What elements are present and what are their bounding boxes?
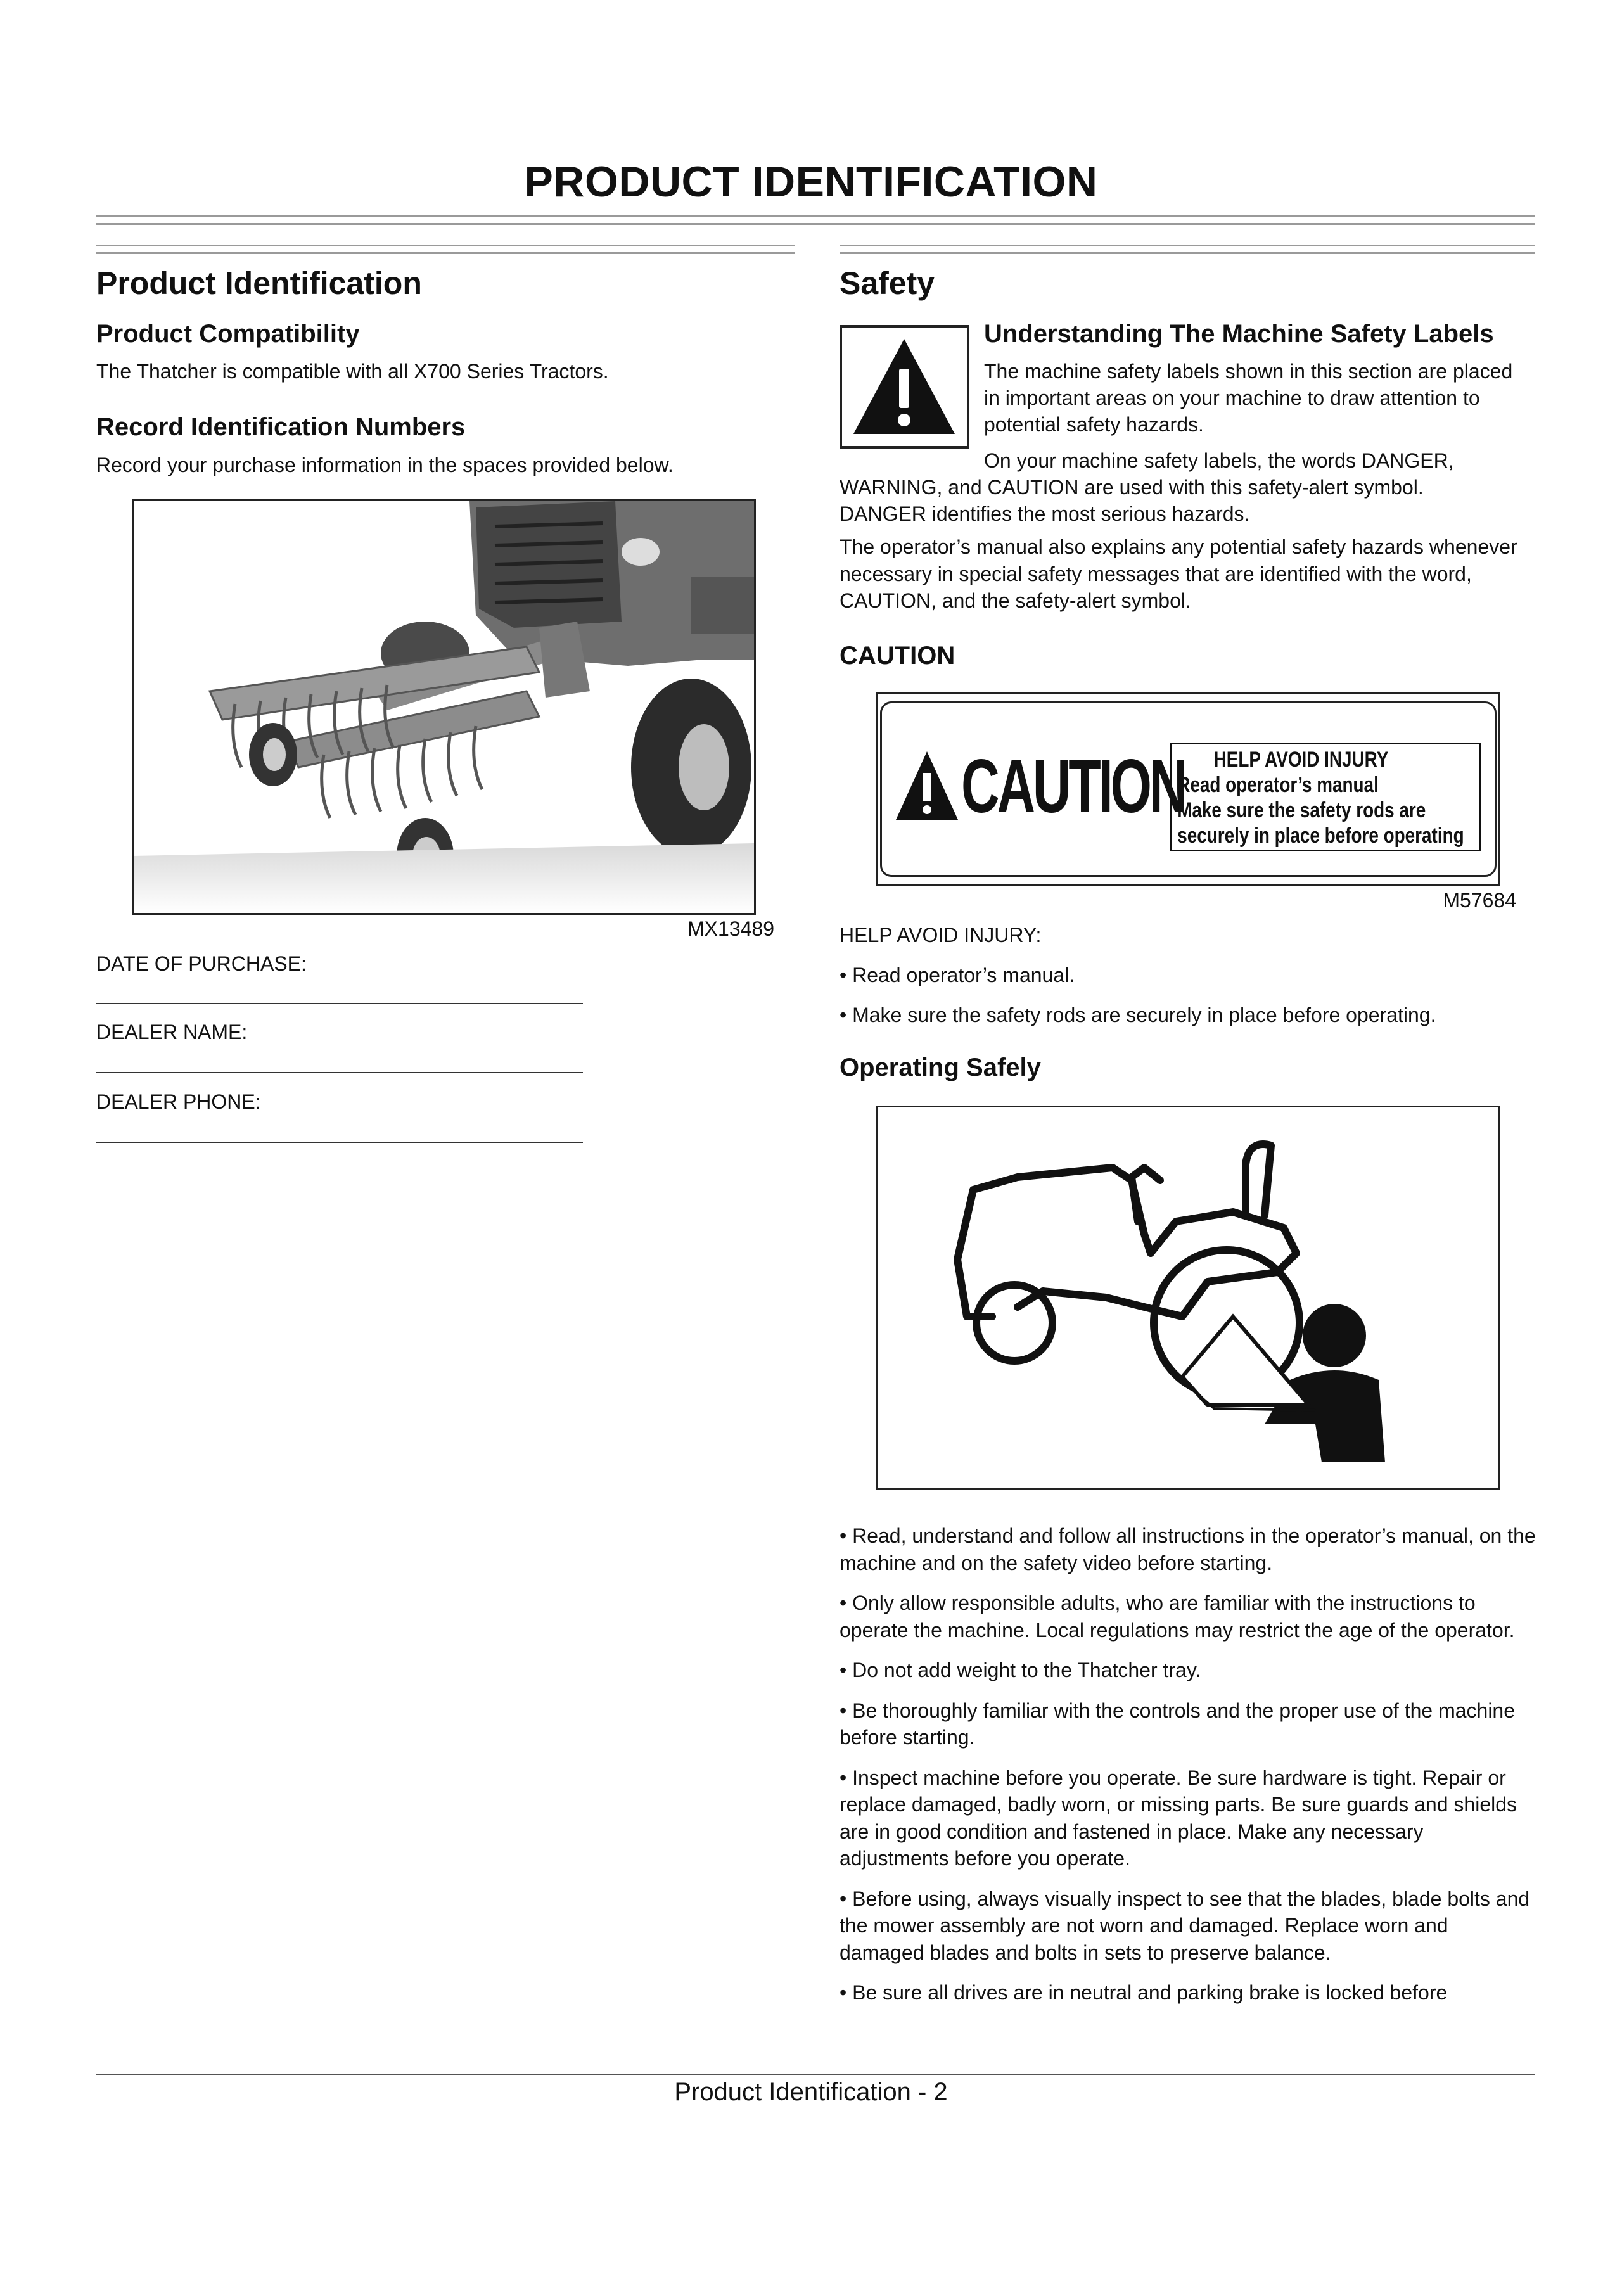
list-item: • Be thoroughly familiar with the controls and the proper use of the machine before starting. xyxy=(840,1699,1516,1749)
caution-triangle-icon xyxy=(893,749,961,824)
record-text: Record your purchase information in the spaces provided below. xyxy=(96,454,674,476)
section-title-product-identification: Product Identification xyxy=(96,265,422,301)
date-of-purchase-line[interactable] xyxy=(96,1003,583,1004)
heading-caution: CAUTION xyxy=(840,642,955,670)
caution-label-figure xyxy=(876,692,1500,886)
dealer-name-line[interactable] xyxy=(96,1072,583,1073)
list-item: • Only allow responsible adults, who are familiar with the instructions to operate the machine. Local regulations may restrict the age of the operator. xyxy=(840,1591,1515,1642)
labels-para-1-line-1: The machine safety labels shown in this section are placed xyxy=(984,360,1513,383)
photo-figure-id: MX13489 xyxy=(687,917,774,940)
dealer-name-label: DEALER NAME: xyxy=(96,1021,248,1043)
list-item: • Do not add weight to the Thatcher tray. xyxy=(840,1659,1201,1681)
dealer-phone-line[interactable] xyxy=(96,1142,583,1143)
operating-safely-figure xyxy=(876,1106,1500,1490)
operating-safely-bullets xyxy=(840,1522,1536,2020)
caution-line-4: securely in place before operating xyxy=(1177,824,1464,848)
list-item: • Before using, always visually inspect to see that the blades, blade bolts and the mower assembly are not worn and damaged. Replace worn and damaged blades and bolts in sets to preserve balance. xyxy=(840,1887,1530,1964)
help-item-2: • Make sure the safety rods are securely in place before operating. xyxy=(840,1004,1436,1026)
heading-product-compatibility: Product Compatibility xyxy=(96,320,360,348)
safety-alert-symbol-box xyxy=(840,325,969,449)
page-footer: Product Identification - 2 xyxy=(674,2078,948,2106)
left-column-rule xyxy=(96,245,795,246)
caution-line-2: Read operator’s manual xyxy=(1177,773,1379,797)
help-item-1: • Read operator’s manual. xyxy=(840,964,1075,986)
labels-para-2-line-2: WARNING, and CAUTION are used with this safety-alert symbol. xyxy=(840,476,1424,499)
caution-line-3: Make sure the safety rods are xyxy=(1177,798,1426,822)
section-title-safety: Safety xyxy=(840,265,935,301)
list-item: • Be sure all drives are in neutral and parking brake is locked before xyxy=(840,1981,1448,2004)
thatcher-photo-figure xyxy=(132,499,756,915)
operator-reading-manual-illustration xyxy=(878,1107,1498,1488)
date-of-purchase-label: DATE OF PURCHASE: xyxy=(96,952,307,975)
heading-operating-safely: Operating Safely xyxy=(840,1054,1041,1081)
list-item: • Read, understand and follow all instructions in the operator’s manual, on the machine and on the safety video before starting. xyxy=(840,1524,1536,1574)
help-avoid-injury-title: HELP AVOID INJURY: xyxy=(840,924,1042,947)
compat-text: The Thatcher is compatible with all X700 Series Tractors. xyxy=(96,360,609,383)
caution-word: CAUTION xyxy=(961,744,1185,829)
left-column-rule-2 xyxy=(96,252,795,254)
caution-figure-id: M57684 xyxy=(1443,889,1516,912)
title-rule-bottom xyxy=(96,223,1535,225)
right-column-rule xyxy=(840,245,1535,246)
footer-rule xyxy=(96,2074,1535,2075)
thatcher-on-tractor-illustration xyxy=(134,501,754,913)
labels-para-1-line-3: potential safety hazards. xyxy=(984,413,1204,436)
page-title: PRODUCT IDENTIFICATION xyxy=(524,158,1098,206)
right-column-rule-2 xyxy=(840,252,1535,254)
caution-line-1: HELP AVOID INJURY xyxy=(1213,748,1389,772)
list-item: • Inspect machine before you operate. Be sure hardware is tight. Repair or replace damaged, badly worn, or missing parts. Be sure guards and shields are in good condition and fastened in place. Make any necessary adjustments before you operate. xyxy=(840,1766,1517,1870)
labels-para-2-line-1: On your machine safety labels, the words DANGER, xyxy=(984,449,1454,472)
labels-para-1-line-2: in important areas on your machine to draw attention to xyxy=(984,386,1480,409)
title-rule-top xyxy=(96,215,1535,217)
caution-decal xyxy=(880,701,1497,877)
warning-triangle-icon xyxy=(842,328,967,446)
labels-para-2-line-3: DANGER identifies the most serious hazards. xyxy=(840,502,1250,525)
dealer-phone-label: DEALER PHONE: xyxy=(96,1090,261,1113)
caution-message-box xyxy=(1170,743,1481,851)
heading-record-identification: Record Identification Numbers xyxy=(96,413,466,441)
heading-machine-safety-labels: Understanding The Machine Safety Labels xyxy=(984,320,1494,348)
labels-para-3: The operator’s manual also explains any potential safety hazards whenever necessary in special safety messages that are identified with the word, CAUTION, and the safety-alert symbol. xyxy=(840,535,1517,612)
